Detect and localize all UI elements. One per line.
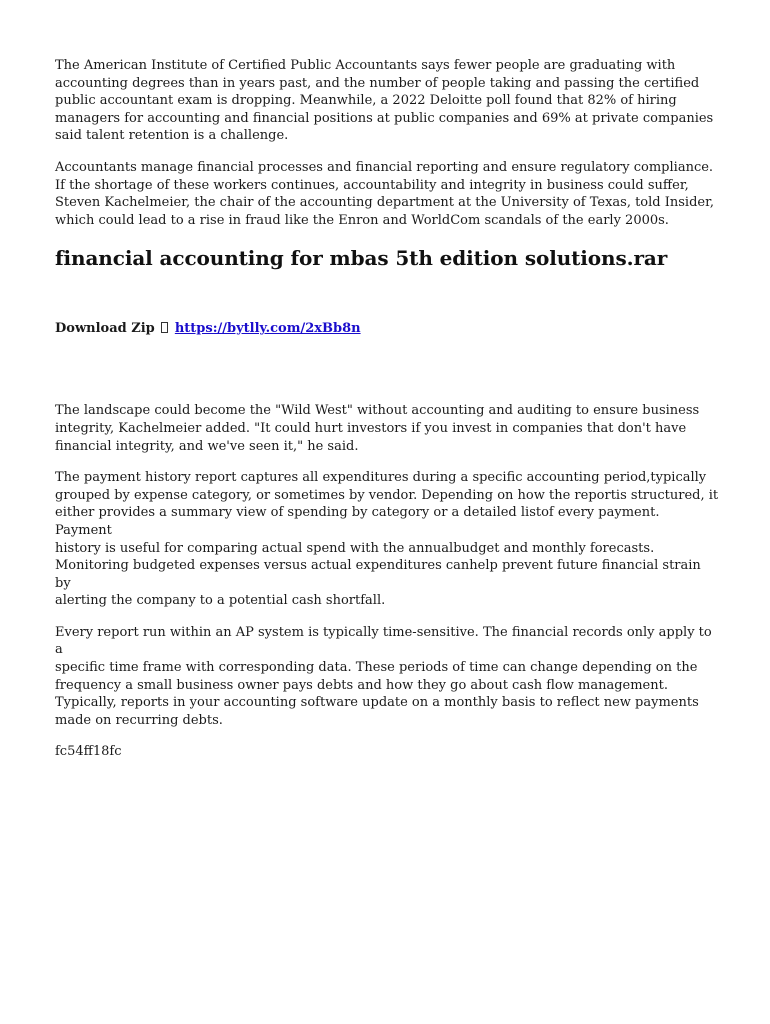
document-title: financial accounting for mbas 5th edition solutions.rar: [55, 246, 668, 271]
document-page: [55, 57, 720, 760]
missing-glyph-icon: [161, 322, 168, 333]
hash-code: fc54ff18fc: [55, 744, 122, 760]
paragraph-accountability: Accountants manage financial processes and financial reporting and ensure regulatory compliance. If the shortage of these workers continues, accountability and integrity in business could suffer, Steven Kachelmeier, the chair of the accounting department at the University of Texas, told Insider, which could lead to a rise in fraud like the Enron and WorldCom scandals of the early 2000s.: [55, 159, 715, 228]
download-link[interactable]: https://bytlly.com/2xBb8n: [174, 321, 361, 337]
download-line: [55, 320, 720, 337]
paragraph-payment-history: The payment history report captures all expenditures during a specific accounting period,typically grouped by expense category, or sometimes by vendor. Depending on how the reportis structured, it either provides a summary view of spending by category or a detailed listof every payment. Payment history is useful for comparing actual spend with the annualbudget and monthly forecasts. Monitoring budgeted expenses versus actual expenditures canhelp prevent future financial strain by alerting the company to a potential cash shortfall.: [55, 470, 719, 609]
paragraph-talent-retention: The American Institute of Certified Public Accountants says fewer people are graduating with accounting degrees than in years past, and the number of people taking and passing the certified public accountant exam is dropping. Meanwhile, a 2022 Deloitte poll found that 82% of hiring managers for accounting and financial positions at public companies and 69% at private companies said talent retention is a challenge.: [55, 58, 714, 144]
paragraph-wild-west: The landscape could become the "Wild West" without accounting and auditing to ensure business integrity, Kachelmeier added. "It could hurt investors if you invest in companies that don't have financial integrity, and we've seen it," he said.: [55, 403, 700, 454]
download-label: Download Zip: [55, 321, 155, 337]
lower-content: [55, 402, 720, 760]
paragraph-ap-system: Every report run within an AP system is typically time-sensitive. The financial records only apply to a specific time frame with corresponding data. These periods of time can change depending on the frequency a small business owner pays debts and how they go about cash flow management. Typically, reports in your accounting software update on a monthly basis to reflect new payments made on recurring debts.: [55, 624, 712, 728]
